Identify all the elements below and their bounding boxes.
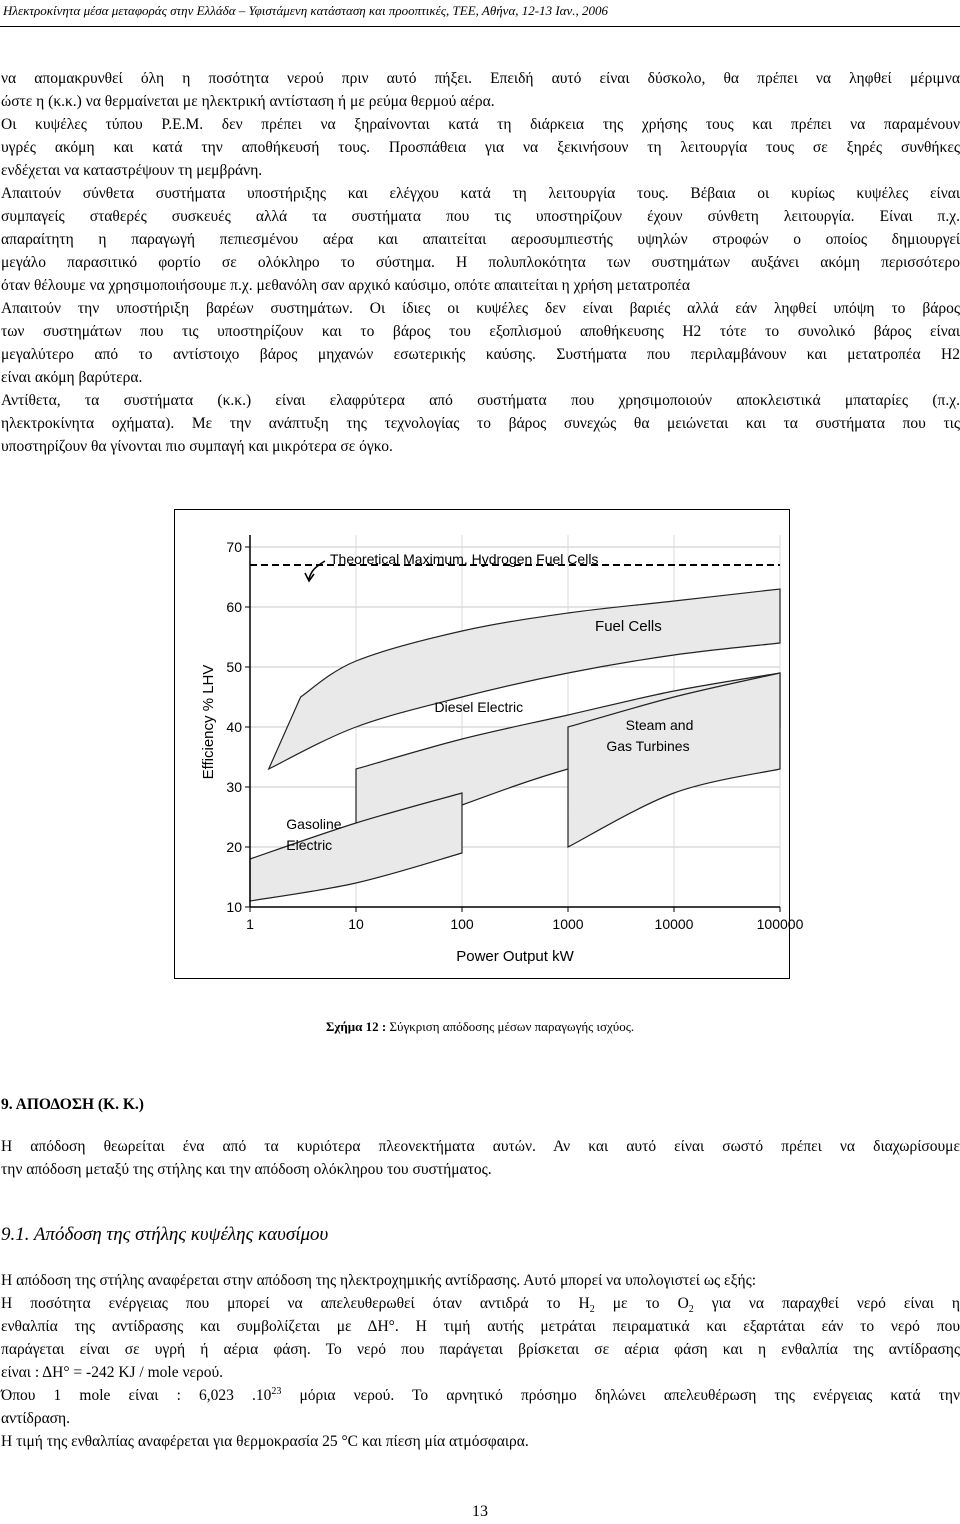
x-tick-label: 100000 (756, 916, 804, 932)
text-run: Η ποσότητα ενέργειας που μπορεί να απελευθερωθεί όταν αντιδρά το Η (1, 1295, 590, 1312)
page-number: 13 (472, 1503, 488, 1520)
subscript: 2 (589, 1304, 595, 1316)
text-line (0, 1384, 960, 1407)
body-mid (0, 1135, 960, 1181)
caption-label: Σχήμα 12 : (325, 1019, 387, 1034)
gasoline-electric-label-line2: Electric (286, 837, 333, 853)
steam-turbines-label-line2: Gas Turbines (606, 738, 690, 754)
text-line: ηλεκτροκίνητα οχήματα). Με την ανάπτυξη της τεχνολογίας το βάρος συνεχώς θα μειώνεται και τα συστήματα που τις (1, 415, 960, 432)
text-line: όταν θέλουμε να χρησιμοποιήσουμε π.χ. μεθανόλη σαν αρχικό καύσιμο, οπότε απαιτείται η χρήση μετατροπέα (1, 277, 691, 294)
y-tick-label: 10 (226, 899, 242, 915)
body-bottom (0, 1269, 960, 1453)
text-line: υγρές ακόμη και κατά την αποθήκευσή τους. Προσπάθεια για να ξεκινήσουν τη λειτουργία τους σε ξηρές συνθήκες (1, 139, 960, 156)
y-tick-label: 70 (226, 539, 242, 555)
subscript: 2 (688, 1304, 694, 1316)
text-line: ενδέχεται να καταστρέψουν τη μεμβράνη. (1, 162, 263, 179)
text-line: είναι ακόμη βαρύτερα. (1, 369, 143, 386)
superscript: 23 (271, 1385, 282, 1397)
steam-turbines-label: Steam and (625, 717, 694, 733)
text-line: παράγεται είναι σε υγρή ή αέρια φάση. Το νερό που παράγεται βρίσκεται σε αέρια φάση και η ενθαλπία της αντίδρασης (1, 1341, 960, 1358)
running-header: Ηλεκτροκίνητα μέσα μεταφοράς στην Ελλάδα – Υφιστάμενη κατάσταση και προοπτικές, ΤΕΕ, Αθήνα, 12-13 Ιαν., 2006 (3, 3, 609, 18)
gasoline-electric-label: Gasoline (286, 816, 342, 832)
x-axis-label: Power Output kW (456, 948, 574, 965)
x-tick-label: 1000 (552, 916, 584, 932)
text-line: είναι : ΔΗ° = -242 KJ / mole νερού. (1, 1364, 224, 1381)
efficiency-figure (174, 509, 804, 979)
figure-caption (0, 1018, 960, 1036)
text-run: Όπου 1 mole είναι : 6,023 .10 (1, 1387, 272, 1404)
text-line: Οι κυψέλες τύπου P.E.M. δεν πρέπει να ξηραίνονται κατά τη διάρκεια της χρήσης τους και πρέπει να παραμένουν (1, 116, 960, 133)
header-rule (0, 26, 960, 27)
text-line: ώστε η (κ.κ.) να θερμαίνεται με ηλεκτρική αντίσταση ή με ρεύμα θερμού αέρα. (1, 93, 495, 110)
y-axis-label: Efficiency % LHV (200, 664, 217, 780)
subsection-heading: 9.1. Απόδοση της στήλης κυψέλης καυσίμου (1, 1224, 329, 1245)
diesel-electric-label: Diesel Electric (434, 699, 524, 715)
text-run: μόρια νερού. Το αρνητικό πρόσημο δηλώνει απελευθέρωση της ενέργειας κατά την (281, 1387, 960, 1404)
body-top (0, 67, 960, 458)
text-line: αντίδραση. (1, 1410, 71, 1427)
text-line: Αντίθετα, τα συστήματα (κ.κ.) είναι ελαφρύτερα από συστήματα που χρησιμοποιούν αποκλειστικά μπαταρίες (π.χ. (1, 392, 960, 409)
text-line: Η απόδοση της στήλης αναφέρεται στην απόδοση της ηλεκτροχημικής αντίδρασης. Αυτό μπορεί να υπολογιστεί ως εξής: (1, 1272, 757, 1289)
y-tick-label: 30 (226, 779, 242, 795)
text-line: Η απόδοση θεωρείται ένα από τα κυριότερα πλεονεκτήματα αυτών. Αν και αυτό είναι σωστό πρέπει να διαχωρίσουμε (1, 1138, 960, 1155)
text-line: Απαιτούν σύνθετα συστήματα υποστήριξης και ελέγχου κατά τη λειτουργία τους. Βέβαια οι κυρίως κυψέλες είναι (1, 185, 960, 202)
caption-text: Σύγκριση απόδοσης μέσων παραγωγής ισχύος. (386, 1019, 635, 1034)
x-tick-label: 100 (450, 916, 474, 932)
theoretical-max-label: Theoretical Maximum, Hydrogen Fuel Cells (330, 551, 599, 567)
text-line: απαραίτητη η παραγωγή πεπιεσμένου αέρα και απαιτείται αεροσυμπιεστής υψηλών στροφών ο οποίος δημιουργεί (1, 231, 960, 248)
text-line: μεγάλο παρασιτικό φορτίο σε ολόκληρο το σύστημα. Η πολυπλοκότητα των συστημάτων αυξάνει ακόμη περισσότερο (1, 254, 960, 271)
text-line: μεγαλύτερο από το αντίστοιχο βάρος μηχανών εσωτερικής καύσης. Συστήματα που περιλαμβάνουν και μετατροπέα Η2 (1, 346, 960, 363)
efficiency-chart (175, 510, 804, 977)
x-tick-label: 10 (348, 916, 364, 932)
x-tick-label: 10000 (654, 916, 694, 932)
text-line (0, 1292, 960, 1315)
fuel-cells-label: Fuel Cells (595, 618, 662, 635)
text-line: των συστημάτων που τις υποστηρίζουν και το βάρος του εξοπλισμού αποθήκευσης Η2 τότε το συνολικό βάρος είναι (1, 323, 960, 340)
text-line: να απομακρυνθεί όλη η ποσότητα νερού πριν αυτό πήξει. Επειδή αυτό είναι δύσκολο, θα πρέπει να ληφθεί μέριμνα (1, 70, 960, 87)
x-tick-label: 1 (246, 916, 254, 932)
text-line: Η τιμή της ενθαλπίας αναφέρεται για θερμοκρασία 25 °C και πίεση μία ατμόσφαιρα. (1, 1433, 529, 1450)
text-line: ενθαλπία της αντίδρασης και συμβολίζεται με ΔΗ°. Η τιμή αυτής μετράται πειραματικά και εξαρτάται εάν το νερό που (1, 1318, 960, 1335)
text-line: συμπαγείς σταθερές συσκευές αλλά τα συστήματα που τις υποστηρίζουν έχουν σύνθετη λειτουργία. Είναι π.χ. (1, 208, 960, 225)
text-run: με το Ο (594, 1295, 689, 1312)
y-tick-label: 40 (226, 719, 242, 735)
text-line: Απαιτούν την υποστήριξη βαρέων συστημάτων. Οι ίδιες οι κυψέλες δεν είναι βαριές αλλά εάν ληφθεί υπόψη το βάρος (1, 300, 960, 317)
section-heading: 9. ΑΠΟΔΟΣΗ (Κ. Κ.) (1, 1096, 144, 1113)
text-run: για να παραχθεί νερό είναι η (693, 1295, 960, 1312)
text-line: την απόδοση μεταξύ της στήλης και την απόδοση ολόκληρου του συστήματος. (1, 1161, 492, 1178)
y-tick-label: 60 (226, 599, 242, 615)
y-tick-label: 50 (226, 659, 242, 675)
text-line: υποστηρίζουν θα γίνονται πιο συμπαγή και μικρότερα σε όγκο. (1, 438, 393, 455)
y-tick-label: 20 (226, 839, 242, 855)
